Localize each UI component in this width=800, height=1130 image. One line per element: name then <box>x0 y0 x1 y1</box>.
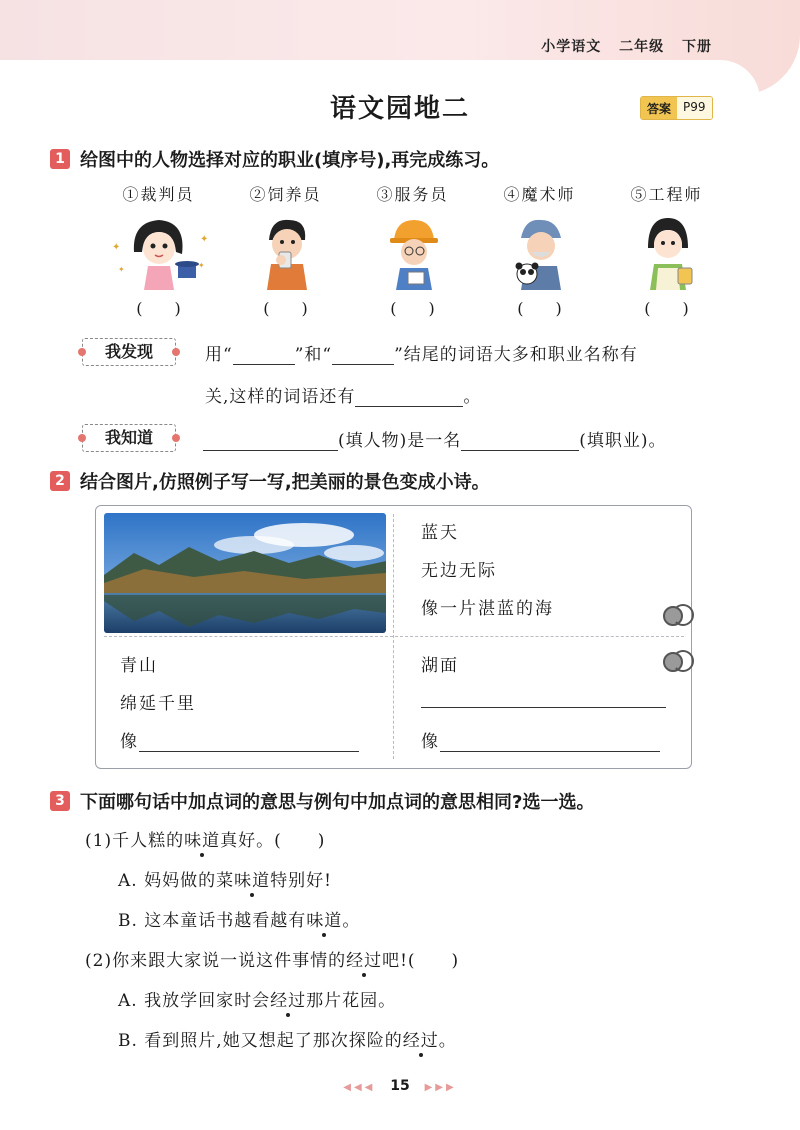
job-option: ②饲养员 <box>249 185 322 204</box>
text-fragment: 。 <box>463 387 482 407</box>
magician-girl-illustration <box>95 212 222 292</box>
answer-tag <box>640 96 713 120</box>
job-option: ④魔术师 <box>503 185 576 204</box>
dotted-word: 经过 <box>270 991 307 1011</box>
text-fragment: A. 妈妈做的菜 <box>118 871 235 891</box>
text-fragment: (填人物)是一名 <box>338 431 462 451</box>
question-1-prompt: 给图中的人物选择对应的职业(填序号),再完成练习。 <box>80 150 500 171</box>
mountain-lake-photo <box>104 513 386 633</box>
option-2a <box>118 986 396 1011</box>
text-fragment: 。 <box>438 1031 457 1051</box>
job-option: ①裁判员 <box>122 185 195 204</box>
question-3-heading <box>50 788 594 814</box>
svg-text:✦: ✦ <box>111 242 120 253</box>
answer-blank[interactable]: ( ) <box>517 299 562 318</box>
page-number: 15 <box>390 1078 410 1094</box>
dotted-word: 味道 <box>234 871 271 891</box>
text-fragment: (1)千人糕的 <box>85 831 185 851</box>
subject-label: 小学语文 <box>541 39 602 55</box>
page-title: 语文园地二 <box>329 94 470 124</box>
poem-card <box>95 505 692 769</box>
grade-label: 二年级 <box>619 39 665 55</box>
discover-tag: 我发现 <box>82 338 176 366</box>
answer-parens <box>95 296 735 319</box>
text-fragment: ”和“ <box>294 345 333 365</box>
text-fragment: (填职业)。 <box>579 431 667 451</box>
character-illustrations <box>95 212 735 292</box>
text-fragment: 那片花园。 <box>306 991 397 1011</box>
dotted-word: 味道 <box>306 911 343 931</box>
question-number-1: 1 <box>50 149 70 169</box>
fill-blank[interactable] <box>461 432 579 451</box>
option-2b <box>118 1026 457 1051</box>
fill-blank[interactable] <box>233 346 295 365</box>
term-label: 下册 <box>682 39 712 55</box>
left-arrows-icon: ◀◀◀ <box>343 1082 376 1093</box>
discover-line-2 <box>205 382 481 407</box>
job-option: ③服务员 <box>376 185 449 204</box>
text-fragment: 关,这样的词语还有 <box>205 387 356 407</box>
answer-label: 答案 <box>641 97 677 119</box>
question-3-prompt: 下面哪句话中加点词的意思与例句中加点词的意思相同?选一选。 <box>80 792 595 813</box>
question-number-2: 2 <box>50 471 70 491</box>
job-options <box>95 182 735 205</box>
fill-blank[interactable] <box>421 689 666 708</box>
text-fragment: ”结尾的词语大多和职业名称有 <box>394 345 638 365</box>
know-tag: 我知道 <box>82 424 176 452</box>
example-sentence-2 <box>85 946 459 971</box>
question-number-3: 3 <box>50 791 70 811</box>
question-1-heading <box>50 146 499 172</box>
question-2-heading <box>50 468 490 494</box>
text-fragment: (2)你来跟大家说一说这件事情的 <box>85 951 347 971</box>
example-line: 像一片湛蓝的海 <box>421 599 554 619</box>
text-fragment: 像 <box>120 732 139 752</box>
binder-ring-icon <box>672 650 694 672</box>
boy-drinking-illustration <box>222 212 349 292</box>
poem-left-line: 绵延千里 <box>120 694 196 714</box>
poem-left-line: 青山 <box>120 656 158 676</box>
option-1a <box>118 866 332 891</box>
question-2-prompt: 结合图片,仿照例子写一写,把美丽的景色变成小诗。 <box>80 472 490 493</box>
book-info <box>529 36 712 56</box>
old-man-panda-illustration <box>476 212 603 292</box>
fill-blank[interactable] <box>355 388 463 407</box>
example-line: 蓝天 <box>421 523 459 543</box>
poem-right-line <box>421 727 660 752</box>
waitress-illustration <box>603 212 730 292</box>
svg-text:✦: ✦ <box>117 265 125 274</box>
example-line: 无边无际 <box>421 561 497 581</box>
answer-blank[interactable]: ( ) <box>644 299 689 318</box>
text-fragment: 用“ <box>205 345 233 365</box>
job-option: ⑤工程师 <box>630 185 703 204</box>
dotted-word: 味道 <box>184 831 221 851</box>
text-fragment: 。 <box>342 911 361 931</box>
text-fragment: B. 这本童话书越看越有 <box>118 911 307 931</box>
dotted-word: 经过 <box>402 1031 439 1051</box>
text-fragment[interactable]: 吧!( ) <box>382 951 460 971</box>
text-fragment: B. 看到照片,她又想起了那次探险的 <box>118 1031 403 1051</box>
dotted-word: 经过 <box>346 951 383 971</box>
fill-blank[interactable] <box>139 733 359 752</box>
fill-blank[interactable] <box>203 432 338 451</box>
svg-text:✦: ✦ <box>197 261 205 270</box>
text-fragment: A. 我放学回家时会 <box>118 991 271 1011</box>
text-fragment: 特别好! <box>270 871 332 891</box>
text-fragment: 像 <box>421 732 440 752</box>
binder-ring-icon <box>672 604 694 626</box>
fill-blank[interactable] <box>332 346 394 365</box>
option-1b <box>118 906 360 931</box>
know-line <box>203 426 667 451</box>
poem-left-line <box>120 727 359 752</box>
discover-line-1 <box>205 340 638 365</box>
page-footer <box>0 1078 800 1094</box>
svg-text:✦: ✦ <box>199 234 208 245</box>
example-sentence-1 <box>85 826 325 851</box>
poem-right-line: 湖面 <box>421 656 459 676</box>
worker-hardhat-illustration <box>349 212 476 292</box>
answer-blank[interactable]: ( ) <box>263 299 308 318</box>
answer-blank[interactable]: ( ) <box>136 299 181 318</box>
fill-blank[interactable] <box>440 733 660 752</box>
answer-page: P99 <box>677 97 712 119</box>
right-arrows-icon: ▶▶▶ <box>424 1082 457 1093</box>
horizontal-divider <box>104 636 684 637</box>
answer-blank[interactable]: ( ) <box>390 299 435 318</box>
text-fragment[interactable]: 真好。( ) <box>220 831 326 851</box>
